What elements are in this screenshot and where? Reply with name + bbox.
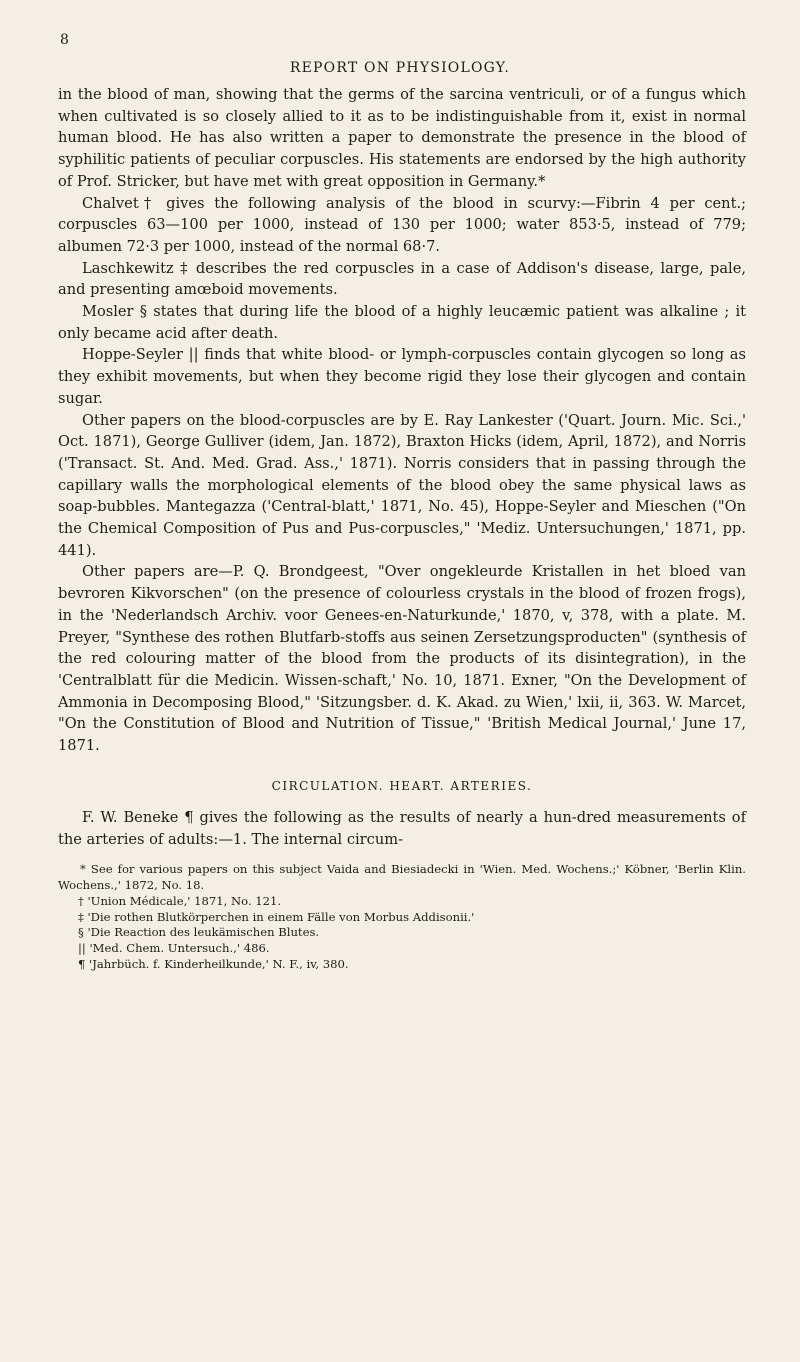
paragraph-continued: in the blood of man, showing that the germs of the sarcina ventriculi, or of a fungus which when cultivated is so closely allied to it as to be indistinguishable from it, exist in normal human blood. He has also written a paper to demonstrate the presence in the blood of syphilitic patients of peculiar corpuscles. His statements are endorsed by the high authority of Prof. Stricker, but have met with great opposition in Germany.* (58, 86, 746, 190)
footnote-parallel: || 'Med. Chem. Untersuch.,' 486. (78, 941, 270, 956)
paragraph-other-papers-corpuscles: Other papers on the blood-corpuscles are by E. Ray Lankester ('Quart. Journ. Mic. Sci.,' Oct. 1871), George Gulliver (idem, Jan. 1872), Braxton Hicks (idem, April, 1872), and Norris ('Transact. St. And. Med. Grad. Ass.,' 1871). Norris considers that in passing through the capillary walls the morphological elements of the blood obey the same physical laws as soap-bubbles. Mantegazza ('Central-blatt,' 1871, No. 45), Hoppe-Seyler and Mieschen ("On the Chemical Composition of Pus and Pus-corpuscles," 'Mediz. Untersuchungen,' 1871, pp. 441). (58, 411, 746, 559)
paragraph-mosler: Mosler § states that during life the blood of a highly leucæmic patient was alkaline ; it only became acid after death. (58, 303, 746, 342)
footnote-star: * See for various papers on this subject Vaida and Biesiadecki in 'Wien. Med. Wochens.;' Köbner, 'Berlin Klin. Wochens.,' 1872, No. 18. (58, 862, 746, 892)
page-body (58, 84, 746, 973)
running-head: REPORT ON PHYSIOLOGY. (289, 60, 511, 76)
footnote-section: § 'Die Reaction des leukämischen Blutes. (78, 925, 320, 940)
page-number: 8 (60, 32, 69, 48)
footnote-pilcrow: ¶ 'Jahrbüch. f. Kinderheilkunde,' N. F., iv, 380. (78, 956, 349, 971)
footnotes (58, 862, 746, 973)
paragraph-chalvet: Chalvet† gives the following analysis of the blood in scurvy:—Fibrin 4 per cent.; corpuscles 63—100 per 1000, instead of 130 per 1000; water 853·5, instead of 779; albumen 72·3 per 1000, instead of the normal 68·7. (58, 194, 746, 255)
paragraph-laschkewitz: Laschkewitz ‡ describes the red corpuscles in a case of Addison's disease, large, pale, and presenting amœboid movements. (58, 259, 746, 299)
paragraph-hoppe-seyler: Hoppe-Seyler || finds that white blood- or lymph-corpuscles contain glycogen so long as they exhibit movements, but when they become rigid they lose their glycogen and contain sugar. (58, 346, 746, 407)
footnote-dagger: † 'Union Médicale,' 1871, No. 121. (78, 893, 282, 908)
section-heading: CIRCULATION. HEART. ARTERIES. (271, 778, 533, 793)
footnote-double-dagger: ‡ 'Die rothen Blutkörperchen in einem Fälle von Morbus Addisonii.' (78, 909, 475, 924)
paragraph-other-papers: Other papers are—P. Q. Brondgeest, "Over ongekleurde Kristallen in het bloed van bevroren Kikvorschen" (on the presence of colourless crystals in the blood of frozen frogs), in the 'Nederlandsch Archiv. voor Genees-en-Naturkunde,' 1870, v, 378, with a plate. M. Preyer, "Synthese des rothen Blutfarb-stoffs aus seinen Zersetzungsproducten" (synthesis of the red colouring matter of the blood from the products of its disintegration), in the 'Centralblatt für die Medicin. Wissen-schaft,' No. 10, 1871. Exner, "On the Development of Ammonia in Decomposing Blood," 'Sitzungsber. d. K. Akad. zu Wien,' lxii, ii, 363. W. Marcet, "On the Constitution of Blood and Nutrition of Tissue," 'British Medical Journal,' June 17, 1871. (58, 563, 746, 755)
paragraph-beneke: F. W. Beneke ¶ gives the following as the results of nearly a hun-dred measurements of the arteries of adults:—1. The internal circum- (58, 808, 746, 848)
